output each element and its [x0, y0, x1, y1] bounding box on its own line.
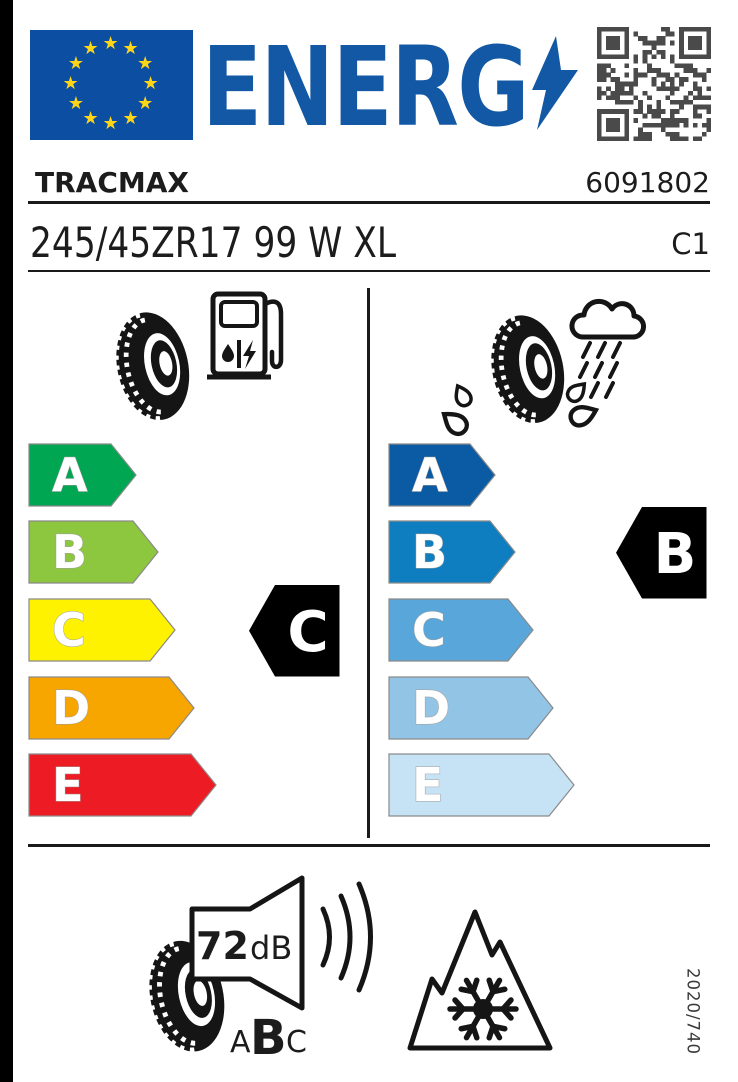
tyre-class: C1 — [671, 227, 710, 261]
eu-star-icon: ★ — [82, 38, 99, 60]
noise-class-c: C — [286, 1025, 307, 1060]
eu-star-icon: ★ — [122, 107, 139, 129]
fuel-grade-indicator — [248, 584, 341, 678]
eu-star-icon: ★ — [122, 38, 139, 60]
eu-star-icon: ★ — [137, 93, 154, 114]
fuel-pump-icon — [207, 294, 281, 377]
brand-name: TRACMAX — [35, 166, 189, 199]
tyre-dimension: 245/45ZR17 99 W XL — [30, 218, 397, 267]
fuel-class-arrow-c — [28, 598, 178, 662]
class-letter: B — [412, 525, 448, 579]
fuel-grade-letter: C — [287, 600, 329, 665]
eu-star-icon: ★ — [67, 93, 84, 114]
qr-code — [597, 27, 711, 141]
noise-icon — [130, 875, 380, 1075]
lightning-bolt-icon — [532, 36, 584, 130]
eu-star-icon: ★ — [142, 73, 159, 94]
energy-wordmark: ENERG — [202, 23, 528, 151]
divider-line-bottom — [28, 844, 710, 847]
divider-line-top — [28, 201, 710, 204]
snow-grip-icon — [405, 905, 560, 1055]
eu-star-icon: ★ — [82, 107, 99, 129]
mountain-icon — [410, 912, 550, 1048]
noise-class-a: A — [230, 1025, 251, 1060]
noise-class-b: B — [250, 1010, 287, 1066]
class-letter: B — [52, 525, 88, 579]
wet-grade-letter: B — [653, 522, 697, 587]
fuel-class-arrow-b — [28, 520, 161, 584]
wet-grip-icon — [440, 283, 670, 438]
eu-star-icon: ★ — [62, 73, 79, 94]
article-number: 6091802 — [585, 166, 710, 199]
class-letter: D — [52, 681, 91, 735]
divider-line-middle — [28, 270, 710, 273]
class-letter: A — [412, 448, 448, 502]
left-edge-strip — [0, 0, 13, 1082]
wet-grade-indicator — [615, 506, 708, 600]
tire-icon — [107, 306, 199, 427]
wet-class-arrow-c — [388, 598, 536, 662]
eu-star-icon: ★ — [102, 113, 119, 134]
fuel-efficiency-icon — [95, 288, 285, 433]
class-letter: E — [412, 758, 444, 812]
fuel-class-arrow-a — [28, 443, 139, 507]
fuel-class-arrow-e — [28, 753, 219, 817]
eu-star-icon: ★ — [137, 53, 154, 74]
wet-class-arrow-e — [388, 753, 577, 817]
tire-icon — [482, 309, 574, 430]
center-divider — [367, 288, 370, 838]
class-letter: C — [412, 603, 446, 657]
wet-class-arrow-b — [388, 520, 518, 584]
class-letter: C — [52, 603, 86, 657]
class-letter: D — [412, 681, 451, 735]
noise-unit: dB — [250, 929, 293, 967]
wet-class-arrow-a — [388, 443, 498, 507]
eu-star-icon: ★ — [102, 33, 119, 54]
eu-flag — [30, 30, 193, 140]
wet-class-arrow-d — [388, 676, 556, 740]
noise-value: 72 — [196, 924, 249, 968]
sound-waves-icon — [323, 884, 371, 990]
class-letter: A — [52, 448, 88, 502]
class-letter: E — [52, 758, 84, 812]
regulation-number: 2020/740 — [683, 968, 703, 1056]
noise-class-letters — [230, 1010, 307, 1066]
eu-star-icon: ★ — [67, 53, 84, 74]
fuel-class-arrow-d — [28, 676, 197, 740]
